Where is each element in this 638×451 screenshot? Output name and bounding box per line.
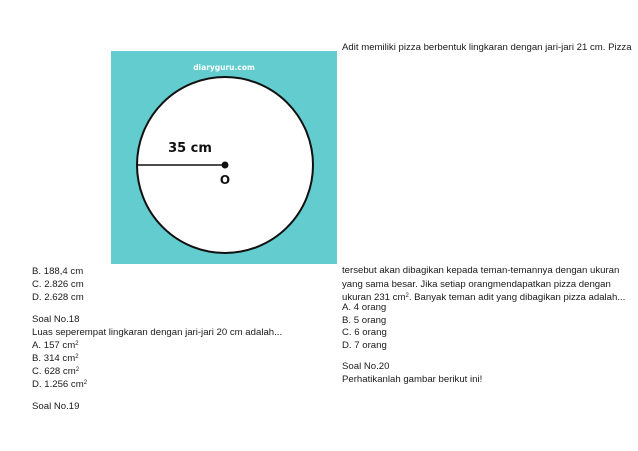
q19-option-a: A. 4 orang (342, 302, 387, 313)
q19-text-line-1: tersebut akan dibagikan kepada teman-temannya dengan ukuran (342, 265, 620, 276)
q19-text-line-3: ukuran 231 $cm^2$. Banyak teman adit yang dibagikan pizza adalah... (342, 292, 626, 303)
q18-text: Luas seperempat lingkaran dengan jari-jari 20 cm adalah... (32, 327, 283, 338)
q18-number: Soal No.18 (32, 314, 80, 325)
q19-option-d: D. 7 orang (342, 340, 387, 351)
q19-intro-line: Adit memiliki pizza berbentuk lingkaran dengan jari-jari 21 cm. Pizza (342, 42, 632, 53)
center-label: O (219, 173, 231, 187)
radius-label: 35 cm (168, 141, 212, 156)
q18-option-d: D. 1.256 $cm^2$ (32, 379, 88, 390)
circle-figure (111, 51, 337, 264)
prev-option-b: B. 188,4 cm (32, 266, 84, 277)
prev-option-c: C. 2.826 cm (32, 279, 84, 290)
q20-number: Soal No.20 (342, 361, 390, 372)
q19-option-b: B. 5 orang (342, 315, 387, 326)
q19-number: Soal No.19 (32, 401, 80, 412)
center-point (222, 162, 229, 169)
q18-option-c: C. 628 $cm^2$ (32, 366, 80, 377)
q18-option-a: A. 157 $cm^2$ (32, 340, 79, 351)
q19-option-c: C. 6 orang (342, 327, 387, 338)
figure-watermark: diaryguru.com (193, 63, 255, 72)
q18-option-b: B. 314 $cm^2$ (32, 353, 79, 364)
q20-text: Perhatikanlah gambar berikut ini! (342, 374, 483, 385)
q19-text-line-2: yang sama besar. Jika setiap orangmendapatkan pizza dengan (342, 279, 611, 290)
prev-option-d: D. 2.628 cm (32, 292, 84, 303)
